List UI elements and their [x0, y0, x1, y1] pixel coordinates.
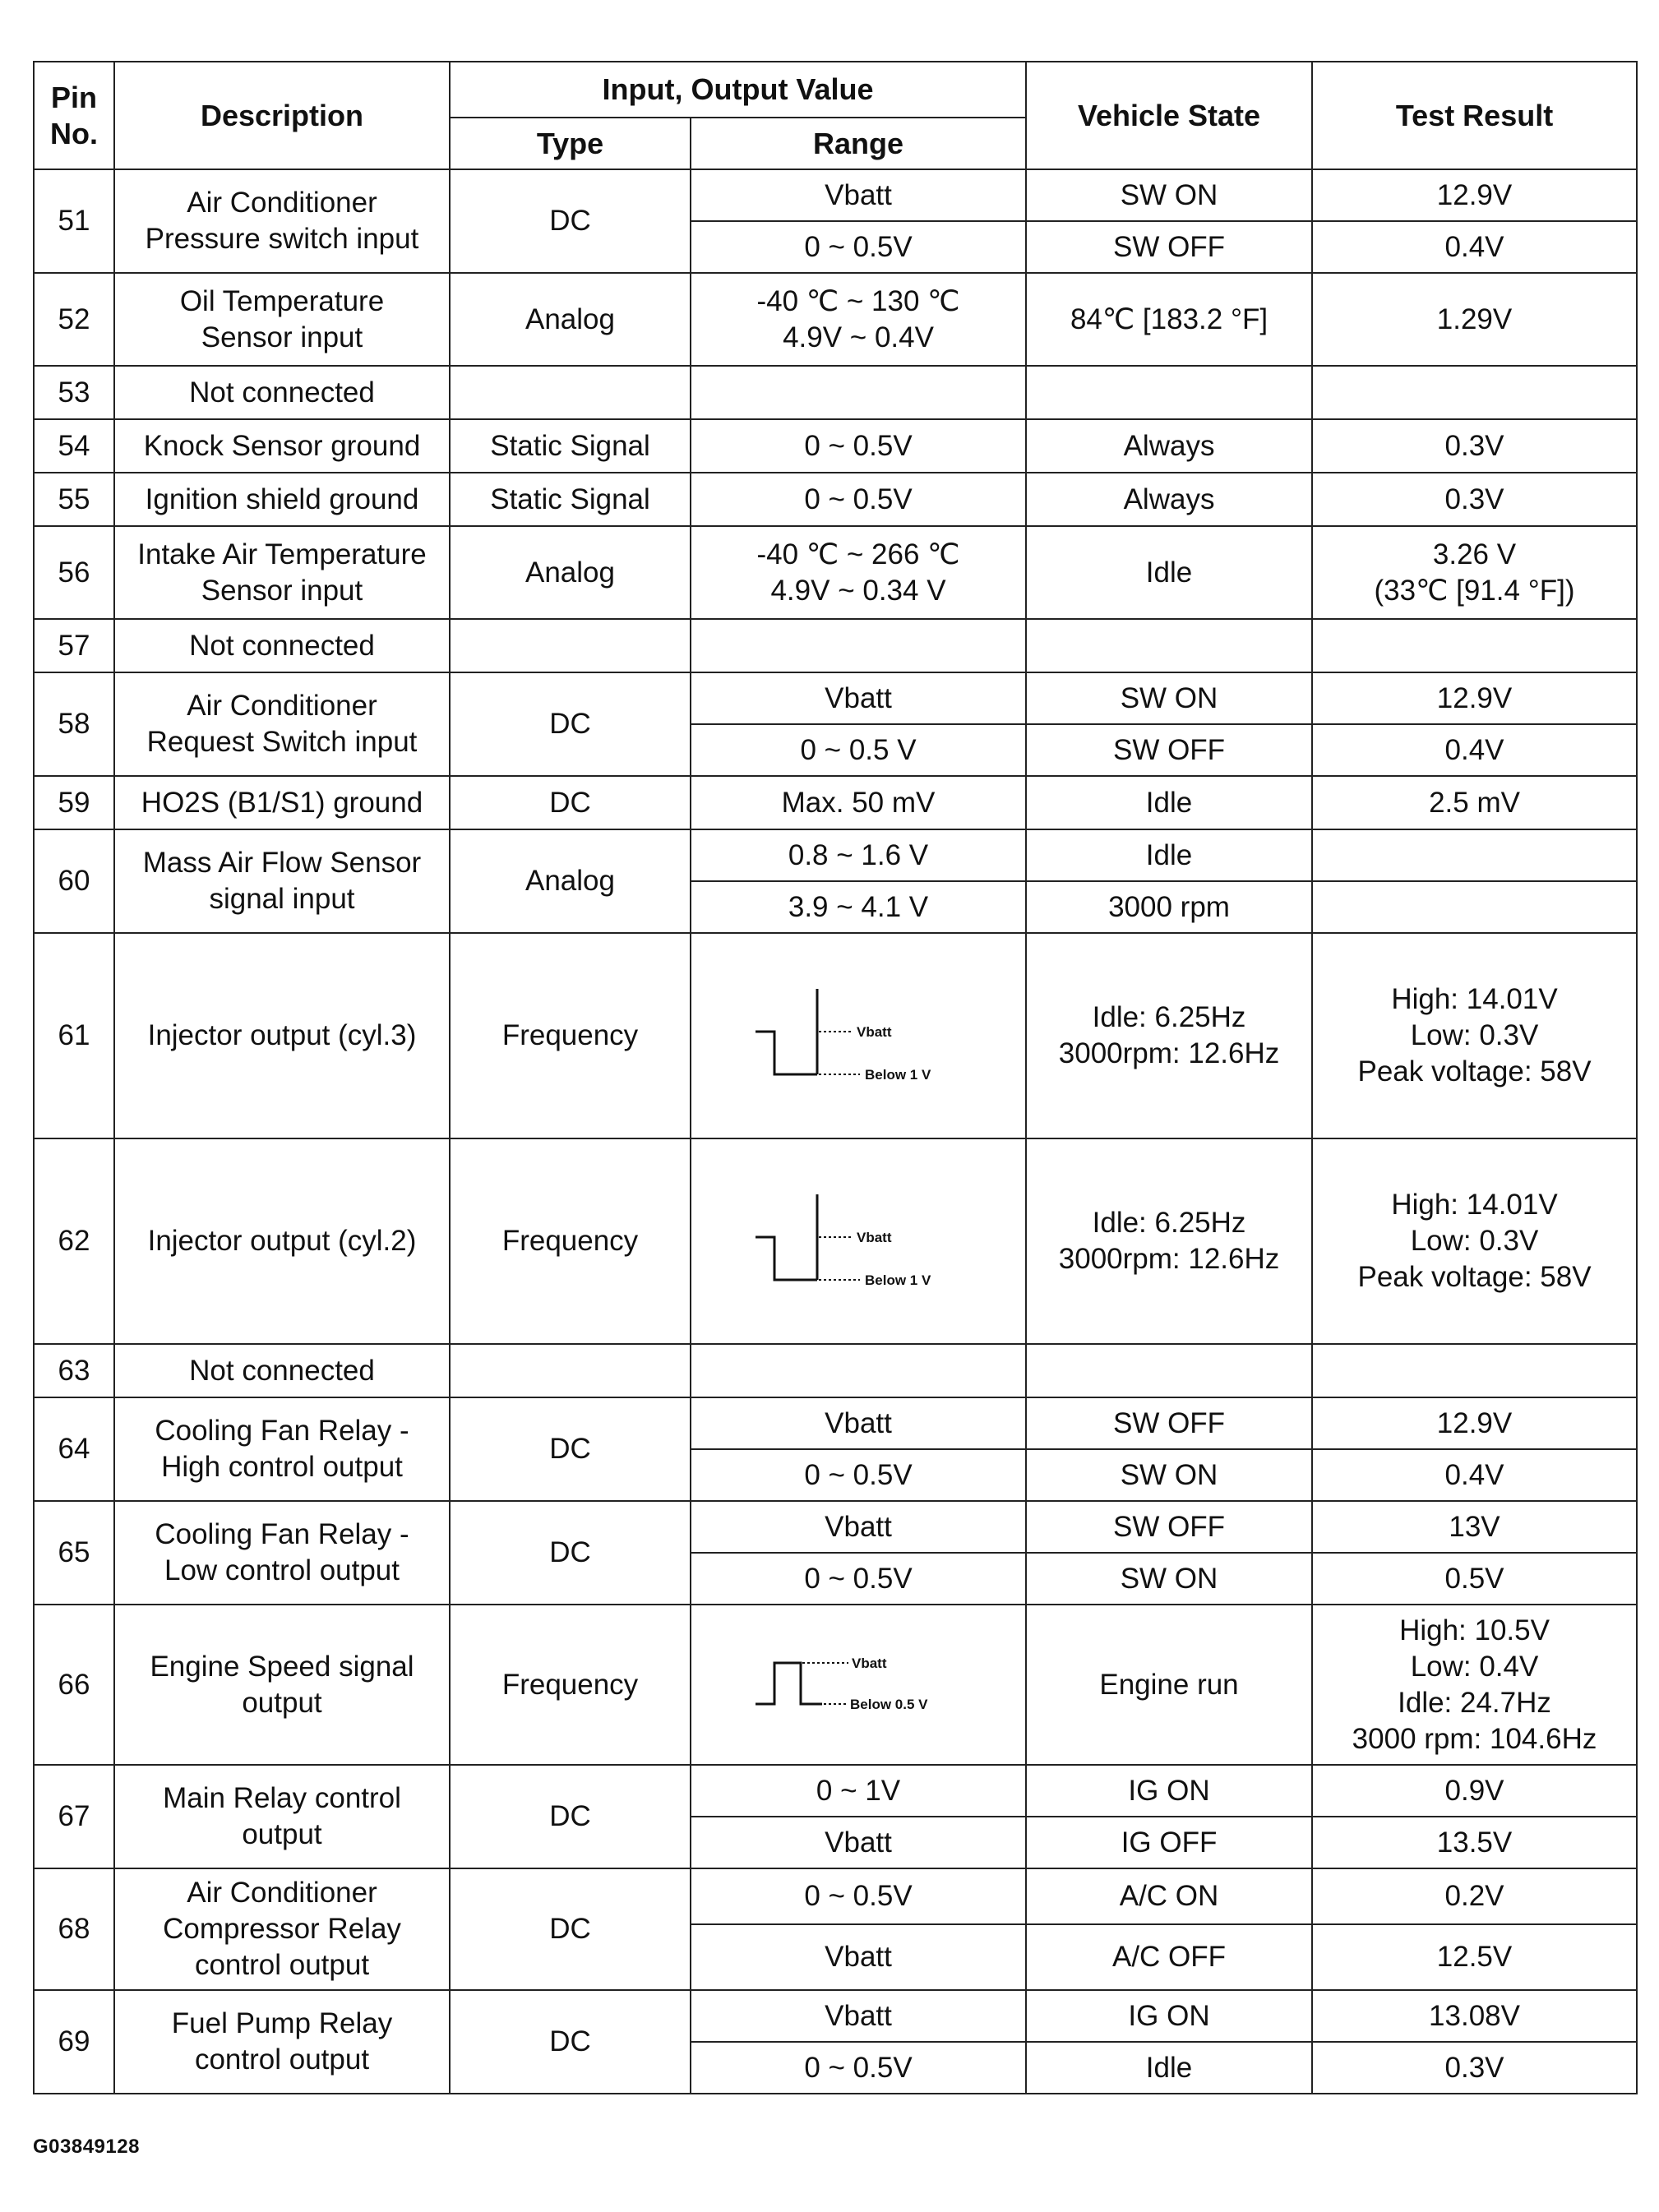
pin-number-cell: 55: [34, 473, 114, 526]
type-cell: DC: [450, 1397, 691, 1501]
description-cell: Main Relay control output: [114, 1765, 450, 1868]
table-row: [34, 1397, 1637, 1449]
table-row: [34, 933, 1637, 1138]
pin-number-cell: 68: [34, 1868, 114, 1990]
waveform-low-label: Below 1 V: [865, 1272, 931, 1288]
test-result-cell: [1312, 366, 1637, 419]
type-cell: Frequency: [450, 1138, 691, 1344]
range-cell: Vbatt: [691, 1990, 1026, 2042]
table-row: [34, 829, 1637, 881]
range-cell: 0.8 ~ 1.6 V: [691, 829, 1026, 881]
description-cell: Engine Speed signal output: [114, 1605, 450, 1765]
test-result-cell: 0.4V: [1312, 1449, 1637, 1501]
range-cell: [691, 1344, 1026, 1397]
vehicle-state-cell: IG OFF: [1026, 1817, 1312, 1868]
pin-number-cell: 64: [34, 1397, 114, 1501]
table-row: [34, 273, 1637, 366]
pin-number-cell: 66: [34, 1605, 114, 1765]
description-cell: Not connected: [114, 619, 450, 672]
vehicle-state-cell: A/C OFF: [1026, 1924, 1312, 1990]
test-result-cell: 12.9V: [1312, 1397, 1637, 1449]
pin-number-cell: 58: [34, 672, 114, 776]
table-row: [34, 1344, 1637, 1397]
waveform-trace: [756, 989, 817, 1074]
description-cell: Cooling Fan Relay - High control output: [114, 1397, 450, 1501]
waveform-diagram: [751, 1648, 965, 1722]
pin-number-cell: 63: [34, 1344, 114, 1397]
description-cell: Mass Air Flow Sensor signal input: [114, 829, 450, 933]
header-description: Description: [114, 62, 450, 169]
range-cell: Vbatt: [691, 1924, 1026, 1990]
description-cell: Cooling Fan Relay - Low control output: [114, 1501, 450, 1605]
description-cell: Ignition shield ground: [114, 473, 450, 526]
pin-number-cell: 54: [34, 419, 114, 473]
type-cell: Static Signal: [450, 419, 691, 473]
table-row: [34, 619, 1637, 672]
pin-number-cell: 57: [34, 619, 114, 672]
pin-number-cell: 62: [34, 1138, 114, 1344]
description-cell: Not connected: [114, 366, 450, 419]
range-cell: [691, 1605, 1026, 1765]
description-cell: Injector output (cyl.2): [114, 1138, 450, 1344]
range-cell: Vbatt: [691, 1397, 1026, 1449]
range-cell: [691, 1138, 1026, 1344]
vehicle-state-cell: Engine run: [1026, 1605, 1312, 1765]
header-pin-no: Pin No.: [34, 62, 114, 169]
pin-number-cell: 67: [34, 1765, 114, 1868]
waveform-high-label: Vbatt: [857, 1024, 892, 1040]
range-cell: 0 ~ 0.5 V: [691, 724, 1026, 776]
test-result-cell: 0.3V: [1312, 2042, 1637, 2094]
vehicle-state-cell: SW OFF: [1026, 724, 1312, 776]
vehicle-state-cell: IG ON: [1026, 1765, 1312, 1817]
type-cell: [450, 619, 691, 672]
range-cell: -40 ℃ ~ 130 ℃ 4.9V ~ 0.4V: [691, 273, 1026, 366]
vehicle-state-cell: [1026, 1344, 1312, 1397]
test-result-cell: 12.5V: [1312, 1924, 1637, 1990]
test-result-cell: 0.2V: [1312, 1868, 1637, 1924]
table-row: [34, 1765, 1637, 1817]
type-cell: [450, 366, 691, 419]
description-cell: Fuel Pump Relay control output: [114, 1990, 450, 2094]
description-cell: Air Conditioner Pressure switch input: [114, 169, 450, 273]
test-result-cell: 13.5V: [1312, 1817, 1637, 1868]
test-result-cell: [1312, 619, 1637, 672]
vehicle-state-cell: Idle: [1026, 829, 1312, 881]
description-cell: Intake Air Temperature Sensor input: [114, 526, 450, 619]
vehicle-state-cell: Always: [1026, 473, 1312, 526]
type-cell: DC: [450, 169, 691, 273]
type-cell: DC: [450, 1765, 691, 1868]
range-cell: [691, 366, 1026, 419]
range-cell: Vbatt: [691, 672, 1026, 724]
vehicle-state-cell: Idle: 6.25Hz 3000rpm: 12.6Hz: [1026, 1138, 1312, 1344]
pin-number-cell: 53: [34, 366, 114, 419]
range-cell: 0 ~ 0.5V: [691, 2042, 1026, 2094]
range-cell: 3.9 ~ 4.1 V: [691, 881, 1026, 933]
range-cell: 0 ~ 0.5V: [691, 473, 1026, 526]
test-result-cell: High: 10.5V Low: 0.4V Idle: 24.7Hz 3000 rpm: 104.6Hz: [1312, 1605, 1637, 1765]
test-result-cell: [1312, 1344, 1637, 1397]
type-cell: DC: [450, 776, 691, 829]
test-result-cell: [1312, 829, 1637, 881]
vehicle-state-cell: Idle: [1026, 2042, 1312, 2094]
type-cell: Static Signal: [450, 473, 691, 526]
vehicle-state-cell: SW ON: [1026, 1449, 1312, 1501]
range-cell: [691, 933, 1026, 1138]
waveform-low-label: Below 1 V: [865, 1067, 931, 1083]
vehicle-state-cell: SW OFF: [1026, 221, 1312, 273]
header-vehicle-state: Vehicle State: [1026, 62, 1312, 169]
type-cell: DC: [450, 1501, 691, 1605]
pin-number-cell: 61: [34, 933, 114, 1138]
vehicle-state-cell: Idle: [1026, 526, 1312, 619]
vehicle-state-cell: Idle: 6.25Hz 3000rpm: 12.6Hz: [1026, 933, 1312, 1138]
test-result-cell: [1312, 881, 1637, 933]
test-result-cell: 0.4V: [1312, 724, 1637, 776]
range-cell: Vbatt: [691, 1817, 1026, 1868]
test-result-cell: 1.29V: [1312, 273, 1637, 366]
range-cell: 0 ~ 0.5V: [691, 1553, 1026, 1605]
pin-number-cell: 60: [34, 829, 114, 933]
type-cell: Analog: [450, 829, 691, 933]
table-row: [34, 776, 1637, 829]
test-result-cell: 3.26 V (33℃ [91.4 °F]): [1312, 526, 1637, 619]
table-row: [34, 1868, 1637, 1924]
table-row: [34, 672, 1637, 724]
waveform-diagram: [751, 982, 965, 1089]
test-result-cell: 0.3V: [1312, 473, 1637, 526]
table-row: [34, 419, 1637, 473]
type-cell: [450, 1344, 691, 1397]
test-result-cell: High: 14.01V Low: 0.3V Peak voltage: 58V: [1312, 1138, 1637, 1344]
range-cell: 0 ~ 1V: [691, 1765, 1026, 1817]
table-header: [34, 62, 1637, 169]
pin-number-cell: 51: [34, 169, 114, 273]
table-row: [34, 366, 1637, 419]
table-body: [34, 169, 1637, 2094]
range-cell: 0 ~ 0.5V: [691, 1449, 1026, 1501]
range-cell: 0 ~ 0.5V: [691, 419, 1026, 473]
waveform-high-label: Vbatt: [857, 1230, 892, 1245]
pin-number-cell: 65: [34, 1501, 114, 1605]
table-row: [34, 1501, 1637, 1553]
pin-number-cell: 69: [34, 1990, 114, 2094]
test-result-cell: High: 14.01V Low: 0.3V Peak voltage: 58V: [1312, 933, 1637, 1138]
description-cell: Not connected: [114, 1344, 450, 1397]
vehicle-state-cell: SW ON: [1026, 672, 1312, 724]
vehicle-state-cell: SW OFF: [1026, 1501, 1312, 1553]
range-cell: [691, 619, 1026, 672]
test-result-cell: 2.5 mV: [1312, 776, 1637, 829]
vehicle-state-cell: Idle: [1026, 776, 1312, 829]
range-cell: Max. 50 mV: [691, 776, 1026, 829]
table-row: [34, 473, 1637, 526]
test-result-cell: 13V: [1312, 1501, 1637, 1553]
pin-number-cell: 59: [34, 776, 114, 829]
type-cell: DC: [450, 1990, 691, 2094]
description-cell: Air Conditioner Compressor Relay control output: [114, 1868, 450, 1990]
header-type: Type: [450, 118, 691, 169]
description-cell: Oil Temperature Sensor input: [114, 273, 450, 366]
vehicle-state-cell: A/C ON: [1026, 1868, 1312, 1924]
table-row: [34, 1138, 1637, 1344]
type-cell: Frequency: [450, 933, 691, 1138]
vehicle-state-cell: SW ON: [1026, 169, 1312, 221]
description-cell: Air Conditioner Request Switch input: [114, 672, 450, 776]
type-cell: DC: [450, 672, 691, 776]
table-row: [34, 169, 1637, 221]
waveform-trace: [756, 1663, 822, 1704]
test-result-cell: 0.9V: [1312, 1765, 1637, 1817]
type-cell: DC: [450, 1868, 691, 1990]
vehicle-state-cell: SW OFF: [1026, 1397, 1312, 1449]
test-result-cell: 0.3V: [1312, 419, 1637, 473]
header-range: Range: [691, 118, 1026, 169]
table-row: [34, 1990, 1637, 2042]
type-cell: Analog: [450, 526, 691, 619]
vehicle-state-cell: [1026, 366, 1312, 419]
range-cell: 0 ~ 0.5V: [691, 221, 1026, 273]
vehicle-state-cell: [1026, 619, 1312, 672]
header-test-result: Test Result: [1312, 62, 1637, 169]
waveform-trace: [756, 1194, 817, 1280]
vehicle-state-cell: SW ON: [1026, 1553, 1312, 1605]
type-cell: Frequency: [450, 1605, 691, 1765]
test-result-cell: 12.9V: [1312, 672, 1637, 724]
range-cell: Vbatt: [691, 1501, 1026, 1553]
figure-code: G03849128: [33, 2136, 140, 2158]
waveform-diagram: [751, 1188, 965, 1295]
table-row: [34, 1605, 1637, 1765]
type-cell: Analog: [450, 273, 691, 366]
test-result-cell: 12.9V: [1312, 169, 1637, 221]
waveform-low-label: Below 0.5 V: [850, 1696, 928, 1712]
vehicle-state-cell: 3000 rpm: [1026, 881, 1312, 933]
description-cell: Injector output (cyl.3): [114, 933, 450, 1138]
table-row: [34, 526, 1637, 619]
test-result-cell: 0.4V: [1312, 221, 1637, 273]
test-result-cell: 0.5V: [1312, 1553, 1637, 1605]
description-cell: HO2S (B1/S1) ground: [114, 776, 450, 829]
range-cell: -40 ℃ ~ 266 ℃ 4.9V ~ 0.34 V: [691, 526, 1026, 619]
test-result-cell: 13.08V: [1312, 1990, 1637, 2042]
vehicle-state-cell: IG ON: [1026, 1990, 1312, 2042]
header-io-value: Input, Output Value: [450, 62, 1026, 118]
vehicle-state-cell: 84℃ [183.2 °F]: [1026, 273, 1312, 366]
pin-data-table: [33, 61, 1638, 2094]
pin-number-cell: 52: [34, 273, 114, 366]
range-cell: 0 ~ 0.5V: [691, 1868, 1026, 1924]
vehicle-state-cell: Always: [1026, 419, 1312, 473]
pin-number-cell: 56: [34, 526, 114, 619]
range-cell: Vbatt: [691, 169, 1026, 221]
description-cell: Knock Sensor ground: [114, 419, 450, 473]
waveform-high-label: Vbatt: [852, 1655, 887, 1671]
